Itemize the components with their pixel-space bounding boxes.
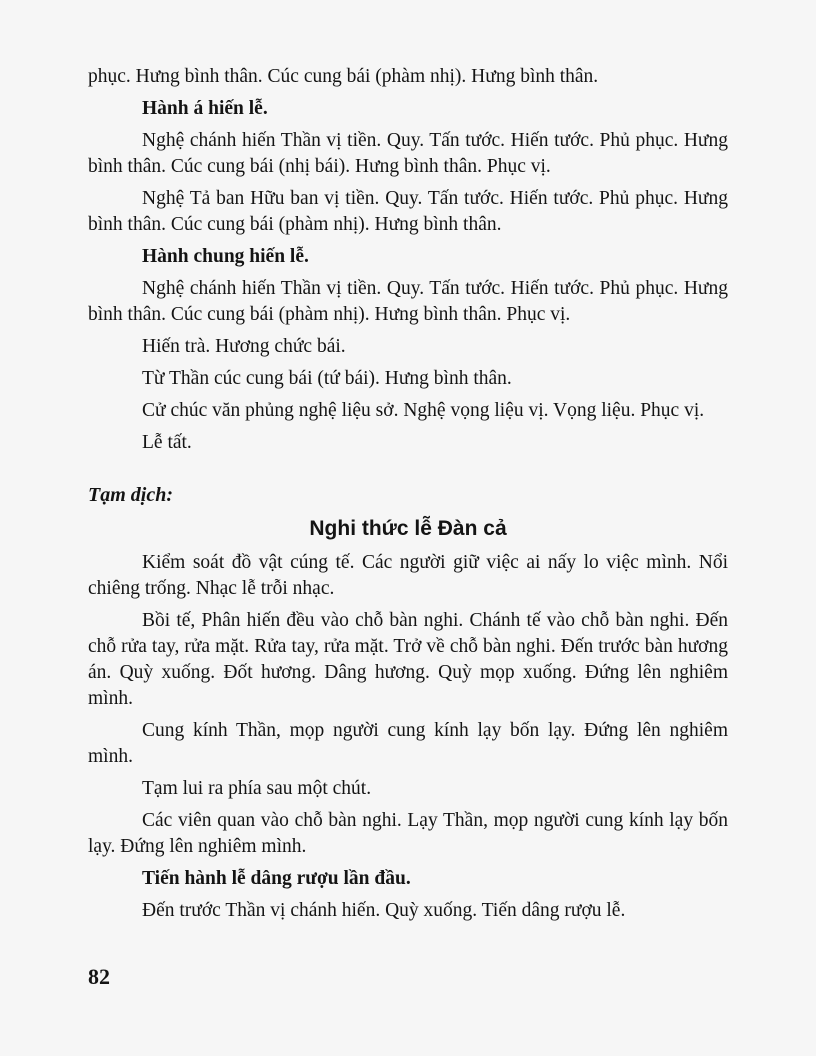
paragraph: Đến trước Thần vị chánh hiến. Quỳ xuống. Tiến dâng rượu lễ. xyxy=(142,900,626,921)
paragraph: Các viên quan vào chỗ bàn nghi. Lạy Thần, mọp người cung kính lạy bốn lạy. Đứng lên nghiêm mình. xyxy=(88,810,728,857)
page-body xyxy=(88,64,728,930)
paragraph: Bồi tế, Phân hiến đều vào chỗ bàn nghi. Chánh tế vào chỗ bàn nghi. Đến chỗ rửa tay, rửa mặt. Rửa tay, rửa mặt. Trở về chỗ bàn nghi. Đến trước bàn hương án. Quỳ xuống. Đốt hương. Dâng hương. Quỳ mọp xuống. Đứng lên nghiêm mình. xyxy=(88,610,728,709)
subheading: Tiến hành lễ dâng rượu lần đầu. xyxy=(142,868,411,889)
subheading: Hành á hiến lễ. xyxy=(142,98,268,119)
paragraph: Nghệ chánh hiến Thần vị tiền. Quy. Tấn tước. Hiến tước. Phủ phục. Hưng bình thân. Cúc cung bái (nhị bái). Hưng bình thân. Phục vị. xyxy=(88,130,728,177)
paragraph: Tạm lui ra phía sau một chút. xyxy=(142,778,372,799)
paragraph: phục. Hưng bình thân. Cúc cung bái (phàm nhị). Hưng bình thân. xyxy=(88,66,599,87)
paragraph: Hiến trà. Hương chức bái. xyxy=(142,336,346,357)
paragraph: Cung kính Thần, mọp người cung kính lạy bốn lạy. Đứng lên nghiêm mình. xyxy=(88,720,728,767)
paragraph: Lễ tất. xyxy=(142,432,192,453)
paragraph: Cử chúc văn phủng nghệ liệu sở. Nghệ vọng liệu vị. Vọng liệu. Phục vị. xyxy=(142,400,705,421)
page-number: 82 xyxy=(88,964,110,989)
translation-label: Tạm dịch: xyxy=(88,484,173,506)
paragraph: Từ Thần cúc cung bái (tứ bái). Hưng bình thân. xyxy=(142,368,512,389)
paragraph: Nghệ chánh hiến Thần vị tiền. Quy. Tấn tước. Hiến tước. Phủ phục. Hưng bình thân. Cúc cung bái (phàm nhị). Hưng bình thân. Phục vị. xyxy=(88,278,728,325)
paragraph: Kiểm soát đồ vật cúng tế. Các người giữ việc ai nấy lo việc mình. Nổi chiêng trống. Nhạc lễ trỗi nhạc. xyxy=(88,552,728,599)
section-title: Nghi thức lễ Đàn cả xyxy=(309,517,507,540)
subheading: Hành chung hiến lễ. xyxy=(142,246,309,267)
paragraph: Nghệ Tả ban Hữu ban vị tiền. Quy. Tấn tước. Hiến tước. Phủ phục. Hưng bình thân. Cúc cung bái (phàm nhị). Hưng bình thân. xyxy=(88,188,728,235)
